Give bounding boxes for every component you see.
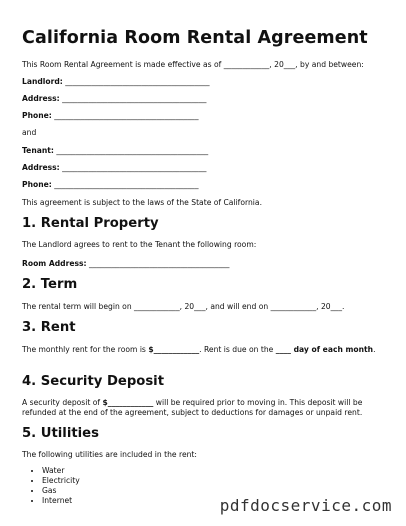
rent-text-2: . Rent is due on the bbox=[199, 345, 276, 354]
landlord-blank: ______________________________________ bbox=[62, 77, 210, 86]
section-2-text: The rental term will begin on ____________, 20___, and will end on ____________, 20___. bbox=[22, 302, 345, 311]
intro-text: This Room Rental Agreement is made effective as of ____________, 20___, by and between: bbox=[22, 60, 364, 69]
tenant-phone-blank: ______________________________________ bbox=[51, 180, 199, 189]
section-5-heading: 5. Utilities bbox=[22, 426, 99, 441]
utility-item: • Internet bbox=[42, 496, 80, 506]
document-title: California Room Rental Agreement bbox=[22, 28, 368, 48]
rent-text-1: The monthly rent for the room is bbox=[22, 345, 149, 354]
tenant-address-field bbox=[22, 163, 206, 173]
utility-item: • Electricity bbox=[42, 476, 80, 486]
utilities-list bbox=[22, 466, 80, 506]
section-2-heading: 2. Term bbox=[22, 277, 78, 292]
deposit-amount-blank: $____________ bbox=[102, 398, 154, 407]
governing-law-text: This agreement is subject to the laws of the State of California. bbox=[22, 198, 262, 207]
section-4-text bbox=[22, 398, 382, 418]
rent-due-day: ____ day of each month bbox=[275, 345, 374, 354]
room-address-label: Room Address: bbox=[22, 259, 87, 268]
landlord-address-label: Address: bbox=[22, 94, 60, 103]
landlord-phone-label: Phone: bbox=[22, 111, 52, 120]
rent-text-3: . bbox=[373, 345, 376, 354]
deposit-text-2: will be required prior to moving in. This deposit will be refunded at the end of the agreement, subject to deductions for damages or unpaid rent. bbox=[22, 398, 363, 417]
landlord-address-field bbox=[22, 94, 206, 104]
section-3-heading: 3. Rent bbox=[22, 320, 76, 335]
utility-item: • Water bbox=[42, 466, 80, 476]
tenant-blank: ________________________________________ bbox=[53, 146, 209, 155]
room-address-field bbox=[22, 259, 229, 269]
tenant-field bbox=[22, 146, 208, 156]
deposit-text-1: A security deposit of bbox=[22, 398, 103, 407]
landlord-address-blank: ______________________________________ bbox=[59, 94, 207, 103]
tenant-label: Tenant: bbox=[22, 146, 54, 155]
tenant-phone-label: Phone: bbox=[22, 180, 52, 189]
section-3-text bbox=[22, 345, 382, 355]
landlord-field bbox=[22, 77, 210, 87]
landlord-phone-field bbox=[22, 111, 199, 121]
landlord-phone-blank: ______________________________________ bbox=[51, 111, 199, 120]
utility-item: • Gas bbox=[42, 486, 80, 496]
section-1-text: The Landlord agrees to rent to the Tenant the following room: bbox=[22, 240, 257, 249]
and-text: and bbox=[22, 128, 37, 137]
rent-amount-blank: $____________ bbox=[148, 345, 200, 354]
watermark: pdfdocservice.com bbox=[219, 496, 392, 515]
tenant-phone-field bbox=[22, 180, 199, 190]
section-1-heading: 1. Rental Property bbox=[22, 216, 159, 231]
room-address-blank: _____________________________________ bbox=[86, 259, 230, 268]
section-4-heading: 4. Security Deposit bbox=[22, 374, 165, 389]
tenant-address-blank: ______________________________________ bbox=[59, 163, 207, 172]
landlord-label: Landlord: bbox=[22, 77, 63, 86]
section-5-text: The following utilities are included in the rent: bbox=[22, 450, 197, 459]
tenant-address-label: Address: bbox=[22, 163, 60, 172]
